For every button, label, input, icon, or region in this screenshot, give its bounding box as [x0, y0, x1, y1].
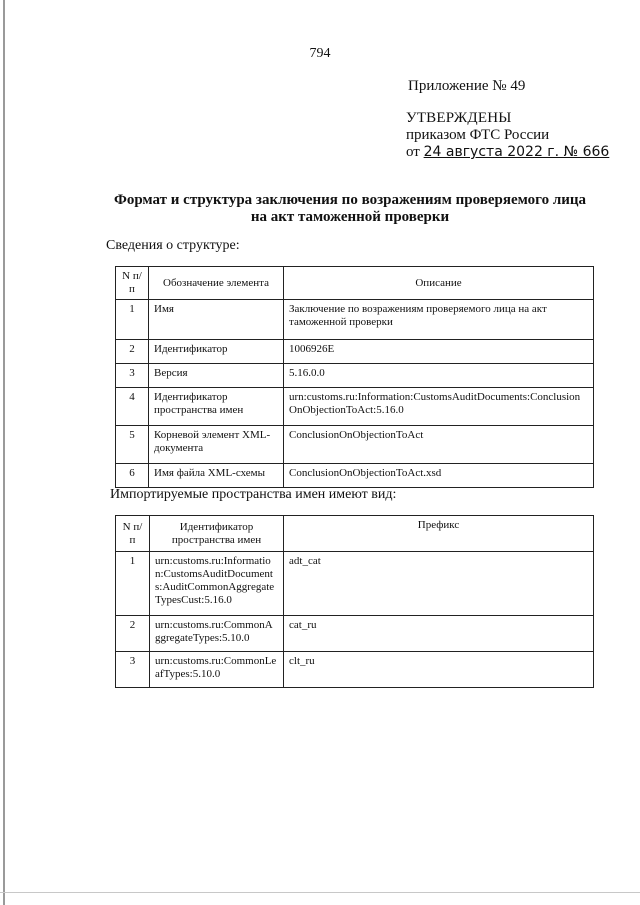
order-date-line — [406, 144, 609, 161]
row-description: Заключение по возражениям проверяемого лица на акт таможенной проверки — [284, 300, 594, 340]
page-bottom-edge — [0, 892, 640, 893]
document-title — [100, 192, 600, 226]
row-description: 5.16.0.0 — [284, 364, 594, 388]
col-header-description: Описание — [284, 267, 594, 300]
order-label: приказом ФТС России — [406, 127, 550, 143]
row-description: ConclusionOnObjectionToAct.xsd — [284, 464, 594, 488]
table-row — [116, 652, 594, 688]
row-description: urn:customs.ru:Information:CustomsAuditDocuments:ConclusionOnObjectionToAct:5.16.0 — [284, 388, 594, 426]
row-prefix: adt_cat — [284, 552, 594, 616]
row-namespace: urn:customs.ru:CommonLeafTypes:5.10.0 — [150, 652, 284, 688]
row-num: 1 — [116, 552, 150, 616]
row-description: 1006926E — [284, 340, 594, 364]
row-num: 6 — [116, 464, 149, 488]
row-num: 4 — [116, 388, 149, 426]
row-description: ConclusionOnObjectionToAct — [284, 426, 594, 464]
row-prefix: cat_ru — [284, 616, 594, 652]
row-element: Имя файла XML-схемы — [149, 464, 284, 488]
title-line-1: Формат и структура заключения по возражениям проверяемого лица — [113, 192, 587, 208]
table-row — [116, 552, 594, 616]
table-row — [116, 340, 594, 364]
table-header-row — [116, 267, 594, 300]
page-number: 794 — [309, 46, 331, 61]
namespaces-section-label: Импортируемые пространства имен имеют вид: — [110, 487, 397, 502]
row-element: Имя — [149, 300, 284, 340]
table-header-row — [116, 516, 594, 552]
page-left-edge — [3, 0, 5, 905]
row-element: Корневой элемент XML-документа — [149, 426, 284, 464]
row-num: 2 — [116, 340, 149, 364]
table-row — [116, 616, 594, 652]
handwritten-date: 24 августа 2022 г. № 666 — [423, 144, 610, 160]
table-row — [116, 426, 594, 464]
row-element: Идентификатор — [149, 340, 284, 364]
title-line-2: на акт таможенной проверки — [250, 209, 450, 225]
col-header-num: N п/п — [116, 516, 150, 552]
row-num: 5 — [116, 426, 149, 464]
row-num: 3 — [116, 364, 149, 388]
structure-section-label: Сведения о структуре: — [106, 238, 240, 253]
row-num: 2 — [116, 616, 150, 652]
annex-label: Приложение № 49 — [408, 78, 526, 94]
row-namespace: urn:customs.ru:CommonAggregateTypes:5.10.0 — [150, 616, 284, 652]
namespaces-table — [115, 515, 594, 688]
row-element: Идентификатор пространства имен — [149, 388, 284, 426]
row-num: 3 — [116, 652, 150, 688]
table-row — [116, 464, 594, 488]
table-row — [116, 300, 594, 340]
col-header-num: N п/п — [116, 267, 149, 300]
date-prefix: от — [406, 144, 420, 160]
structure-table — [115, 266, 594, 488]
row-num: 1 — [116, 300, 149, 340]
row-element: Версия — [149, 364, 284, 388]
col-header-namespace: Идентификатор пространства имен — [150, 516, 284, 552]
approved-label: УТВЕРЖДЕНЫ — [406, 110, 512, 126]
col-header-element: Обозначение элемента — [149, 267, 284, 300]
row-prefix: clt_ru — [284, 652, 594, 688]
table-row — [116, 388, 594, 426]
col-header-prefix: Префикс — [284, 516, 594, 552]
table-row — [116, 364, 594, 388]
row-namespace: urn:customs.ru:Information:CustomsAuditDocuments:AuditCommonAggregateTypesCust:5.16.0 — [150, 552, 284, 616]
